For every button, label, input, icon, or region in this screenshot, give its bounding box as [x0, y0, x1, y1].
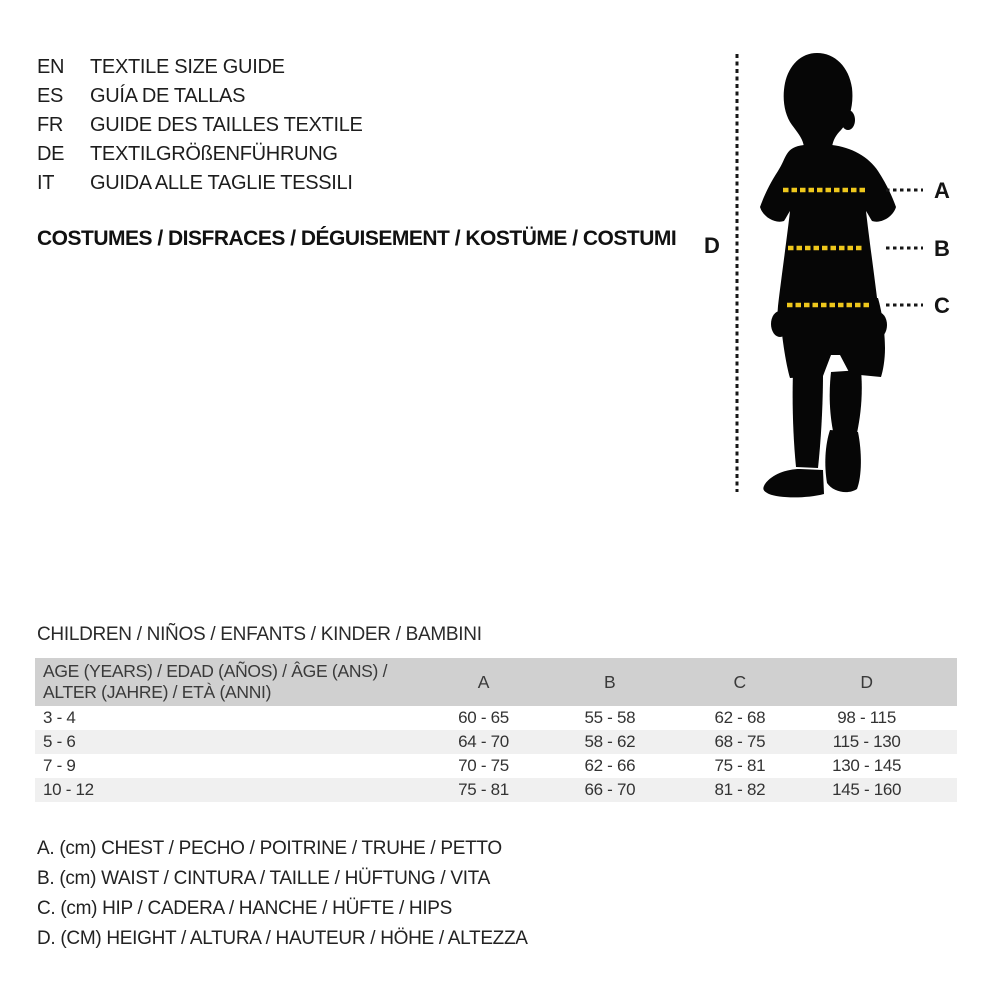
measure-label-d: D [704, 233, 720, 258]
measurement-legend [37, 834, 528, 954]
language-row-de [37, 140, 363, 169]
language-code: FR [37, 114, 64, 136]
spacer-cell [927, 730, 957, 754]
size-table-header-row [35, 658, 957, 706]
language-row-en [37, 53, 363, 82]
age-cell: 5 - 6 [43, 732, 76, 751]
size-row-7-9 [35, 754, 957, 778]
hip-cell: 75 - 81 [714, 756, 766, 775]
chest-cell: 64 - 70 [458, 732, 509, 751]
column-header-d: D [807, 658, 927, 706]
size-table [35, 658, 957, 802]
language-code: EN [37, 56, 65, 78]
language-code: ES [37, 85, 64, 107]
language-row-fr [37, 111, 363, 140]
chest-cell: 60 - 65 [458, 708, 509, 727]
category-title: COSTUMES / DISFRACES / DÉGUISEMENT / KOSTÜME / COSTUMI [37, 227, 677, 250]
measure-label-b: B [934, 236, 950, 261]
legend-item-chest: A. (cm) CHEST / PECHO / POITRINE / TRUHE / PETTO [37, 838, 502, 859]
hip-cell: 81 - 82 [714, 780, 766, 799]
age-cell: 7 - 9 [43, 756, 76, 775]
chest-cell: 70 - 75 [458, 756, 509, 775]
language-code: IT [37, 172, 55, 194]
children-section-title: CHILDREN / NIÑOS / ENFANTS / KINDER / BAMBINI [37, 624, 482, 645]
measure-label-c: C [934, 293, 950, 318]
size-row-10-12 [35, 778, 957, 802]
height-cell: 115 - 130 [832, 732, 901, 751]
age-cell: 3 - 4 [43, 708, 76, 727]
spacer-cell [927, 706, 957, 730]
language-row-it [37, 169, 363, 198]
language-title: TEXTILE SIZE GUIDE [90, 56, 285, 78]
language-title: TEXTILGRÖßENFÜHRUNG [90, 143, 338, 165]
height-cell: 98 - 115 [837, 708, 896, 727]
hip-cell: 62 - 68 [714, 708, 766, 727]
spacer-cell [927, 778, 957, 802]
measure-label-a: A [934, 178, 950, 203]
column-header-c: C [673, 658, 807, 706]
age-header-line2: ALTER (JAHRE) / ETÀ (ANNI) [43, 682, 272, 702]
column-header-spacer [927, 658, 957, 706]
column-header-b: B [547, 658, 673, 706]
waist-cell: 62 - 66 [584, 756, 636, 775]
age-cell: 10 - 12 [43, 780, 94, 799]
child-silhouette-icon [760, 53, 896, 497]
language-title: GUIDA ALLE TAGLIE TESSILI [90, 172, 353, 194]
language-title: GUÍA DE TALLAS [90, 85, 246, 107]
column-header-a: A [420, 658, 546, 706]
waist-cell: 66 - 70 [584, 780, 636, 799]
legend-item-waist: B. (cm) WAIST / CINTURA / TAILLE / HÜFTUNG / VITA [37, 868, 490, 889]
hip-cell: 68 - 75 [714, 732, 766, 751]
legend-item-height: D. (CM) HEIGHT / ALTURA / HAUTEUR / HÖHE / ALTEZZA [37, 928, 528, 949]
waist-cell: 55 - 58 [584, 708, 636, 727]
spacer-cell [927, 754, 957, 778]
size-figure [690, 40, 970, 510]
waist-cell: 58 - 62 [584, 732, 636, 751]
height-cell: 145 - 160 [832, 780, 902, 799]
age-header-line1: AGE (YEARS) / EDAD (AÑOS) / ÂGE (ANS) / [43, 661, 388, 681]
age-header-cell [35, 658, 420, 706]
chest-cell: 75 - 81 [458, 780, 509, 799]
height-cell: 130 - 145 [832, 756, 902, 775]
legend-item-hip: C. (cm) HIP / CADERA / HANCHE / HÜFTE / HIPS [37, 898, 453, 919]
language-title: GUIDE DES TAILLES TEXTILE [90, 114, 363, 136]
size-row-3-4 [35, 706, 957, 730]
size-row-5-6 [35, 730, 957, 754]
language-code: DE [37, 143, 65, 165]
language-row-es [37, 82, 363, 111]
language-list [37, 53, 363, 198]
